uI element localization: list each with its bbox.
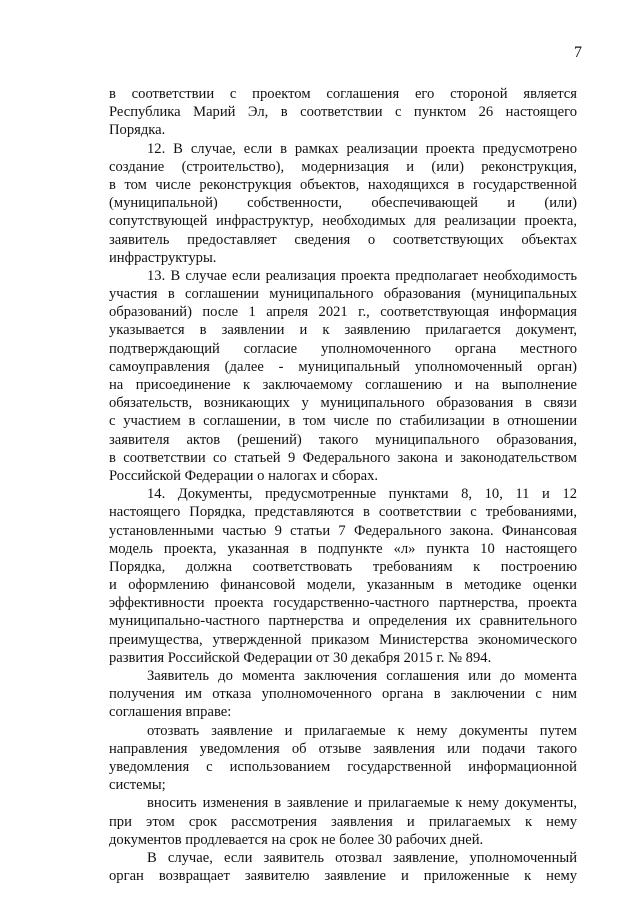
text-line: на присоединение к заключаемому соглашению и на выполнение <box>109 377 577 393</box>
text-line: сопутствующей инфраструктур, необходимых для реализации проекта, <box>109 213 577 230</box>
text-line: обязательств, возникающих у муниципального образования в связи <box>109 395 577 412</box>
text-line: муниципально-частного партнерства и определения их сравнительного <box>109 613 577 630</box>
text-line: и оформлению финансовой модели, указанным в методике оценки <box>109 577 577 594</box>
text-line: вносить изменения в заявление и прилагаемые к нему документы, <box>147 795 577 812</box>
text-line: орган возвращает заявителю заявление и приложенные к нему <box>109 868 577 885</box>
text-line: создание (строительство), модернизация и (или) реконструкция, <box>109 158 577 175</box>
text-line: заявителя актов (решений) такого муниципального образования, <box>109 431 577 448</box>
text-line: отозвать заявление и прилагаемые к нему документы путем <box>147 722 577 739</box>
text-line: с участием в соглашении, в том числе по стабилизации в отношении <box>109 413 577 430</box>
text-line: (муниципальной) собственности, обеспечивающей и (или) <box>109 195 577 212</box>
text-line: установленными частью 9 статьи 7 Федерального закона. Финансовая <box>109 522 577 539</box>
text-line: Республика Марий Эл, в соответствии с пунктом 26 настоящего <box>109 104 577 121</box>
text-line: получения им отказа уполномоченного органа в заключении с ним <box>109 686 577 703</box>
text-line: заявитель предоставляет сведения о соответствующих объектах <box>109 231 577 248</box>
text-line: подтверждающий согласие уполномоченного органа местного <box>109 340 577 357</box>
text-line: самоуправления (далее - муниципальный уполномоченный орган) <box>109 358 577 375</box>
text-line: Порядка, должна соответствовать требованиям к построению <box>109 558 577 575</box>
document-body <box>109 85 577 885</box>
text-line: 12. В случае, если в рамках реализации проекта предусмотрено <box>147 140 577 157</box>
text-line: преимущества, утвержденной приказом Министерства экономического <box>109 631 577 648</box>
text-line: документов продлевается на срок не более 30 рабочих дней. <box>109 831 484 848</box>
page-number: 7 <box>574 44 582 61</box>
text-line: участия в соглашении муниципального образования (муниципальных <box>109 286 577 303</box>
text-line: Российской Федерации о налогах и сборах. <box>109 467 379 484</box>
text-line: Заявитель до момента заключения соглашения или до момента <box>147 668 577 684</box>
text-line: в соответствии со статьей 9 Федерального закона и законодательством <box>109 449 577 466</box>
text-line: уведомления с использованием государственной информационной <box>109 758 577 775</box>
text-line: Порядка. <box>109 122 166 139</box>
text-line: 13. В случае если реализация проекта предполагает необходимость <box>147 267 577 284</box>
text-line: настоящего Порядка, представляются в соответствии с требованиями, <box>109 504 577 521</box>
text-line: В случае, если заявитель отозвал заявление, уполномоченный <box>147 849 577 866</box>
text-line: в соответствии с проектом соглашения его стороной является <box>109 86 577 102</box>
text-line: модель проекта, указанная в подпункте «л» пункта 10 настоящего <box>109 540 577 557</box>
text-line: указывается в заявлении и к заявлению прилагается документ, <box>109 322 577 339</box>
text-line: эффективности проекта государственно-частного партнерства, проекта <box>109 595 577 612</box>
text-line: образований) после 1 апреля 2021 г., соответствующая информация <box>109 304 577 321</box>
text-line: в том числе реконструкция объектов, находящихся в государственной <box>109 176 577 193</box>
text-line: развития Российской Федерации от 30 декабря 2015 г. № 894. <box>109 649 492 666</box>
text-line: соглашения вправе: <box>109 704 232 721</box>
text-line: при этом срок рассмотрения заявления и прилагаемых к нему <box>109 813 577 830</box>
text-line: 14. Документы, предусмотренные пунктами 8, 10, 11 и 12 <box>147 486 577 503</box>
text-line: системы; <box>109 777 166 794</box>
text-line: инфраструктуры. <box>109 249 217 266</box>
text-line: направления уведомления об отзыве заявления или подачи такого <box>109 740 577 757</box>
